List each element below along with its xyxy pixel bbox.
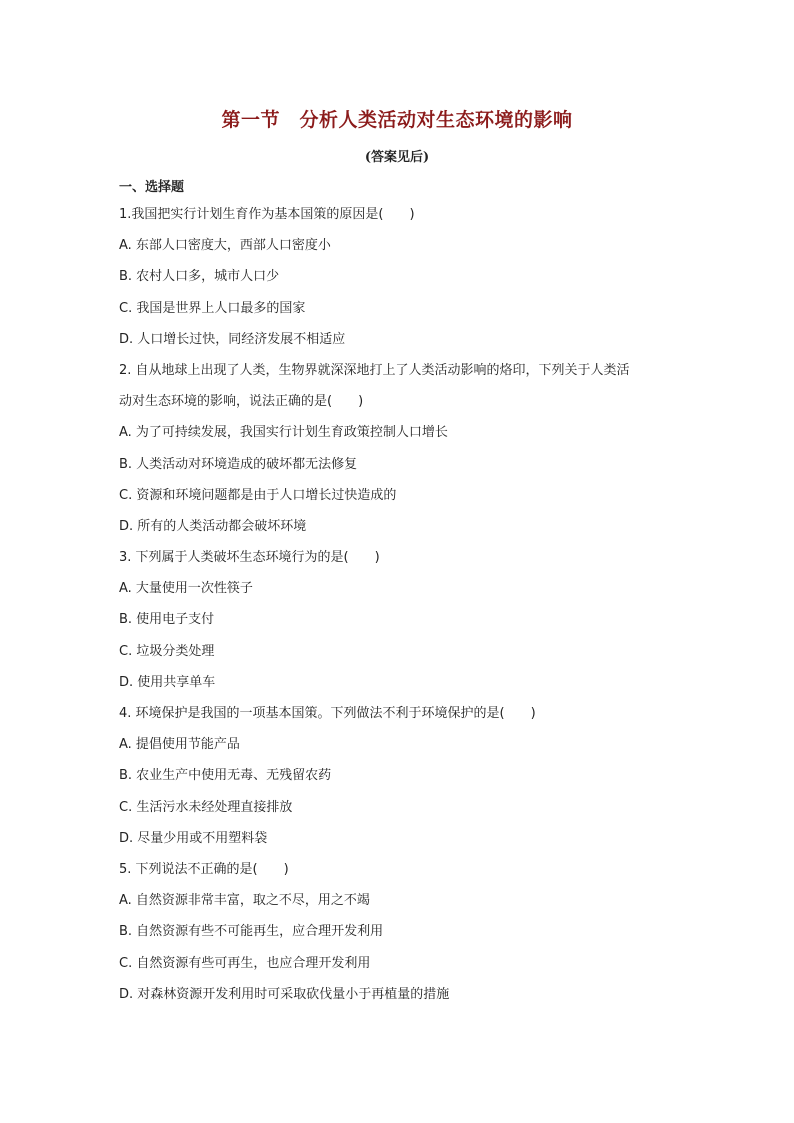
question-4 bbox=[119, 698, 699, 854]
question-stem: 4. 环境保护是我国的一项基本国策。下列做法不利于环境保护的是( ) bbox=[119, 706, 536, 721]
question-list bbox=[119, 199, 699, 1010]
answer-option: B. 人类活动对环境造成的破坏都无法修复 bbox=[119, 456, 358, 472]
answer-option: D. 人口增长过快，同经济发展不相适应 bbox=[119, 331, 346, 347]
question-5 bbox=[119, 854, 699, 1010]
answer-option: B. 使用电子支付 bbox=[119, 612, 215, 628]
answer-option: C. 资源和环境问题都是由于人口增长过快造成的 bbox=[119, 487, 397, 503]
answer-option: C. 自然资源有些可再生，也应合理开发利用 bbox=[119, 955, 371, 971]
answer-option: D. 尽量少用或不用塑料袋 bbox=[119, 830, 268, 846]
answer-option: B. 农业生产中使用无毒、无残留农药 bbox=[119, 768, 332, 784]
section-heading: 一、选择题 bbox=[119, 180, 185, 195]
question-stem: 3. 下列属于人类破坏生态环境行为的是( ) bbox=[119, 550, 380, 566]
question-stem: 2. 自从地球上出现了人类，生物界就深深地打上了人类活动影响的烙印，下列关于人类活 bbox=[119, 362, 630, 378]
question-stem: 5. 下列说法不正确的是( ) bbox=[119, 861, 289, 877]
answer-option: C. 生活污水未经处理直接排放 bbox=[119, 799, 293, 815]
answer-option: C. 垃圾分类处理 bbox=[119, 643, 215, 659]
answer-note: (答案见后) bbox=[364, 150, 430, 165]
page-title: 第一节 分析人类活动对生态环境的影响 bbox=[221, 109, 573, 131]
answer-option: B. 自然资源有些不可能再生，应合理开发利用 bbox=[119, 924, 384, 940]
answer-option: A. 东部人口密度大，西部人口密度小 bbox=[119, 238, 331, 254]
question-2 bbox=[119, 355, 699, 542]
question-1 bbox=[119, 199, 699, 355]
answer-option: D. 所有的人类活动都会破坏环境 bbox=[119, 518, 307, 534]
answer-option: B. 农村人口多，城市人口少 bbox=[119, 269, 280, 285]
answer-option: A. 自然资源非常丰富，取之不尽，用之不竭 bbox=[119, 893, 370, 909]
answer-option: C. 我国是世界上人口最多的国家 bbox=[119, 300, 306, 316]
answer-option: A. 大量使用一次性筷子 bbox=[119, 581, 253, 597]
answer-option: D. 对森林资源开发利用时可采取砍伐量小于再植量的措施 bbox=[119, 986, 450, 1002]
answer-option: D. 使用共享单车 bbox=[119, 674, 216, 690]
answer-option: A. 提倡使用节能产品 bbox=[119, 737, 240, 753]
answer-option: A. 为了可持续发展，我国实行计划生育政策控制人口增长 bbox=[119, 425, 448, 441]
question-3 bbox=[119, 542, 699, 698]
question-stem-continued: 动对生态环境的影响，说法正确的是( ) bbox=[119, 394, 364, 410]
question-stem: 1.我国把实行计划生育作为基本国策的原因是( ) bbox=[119, 207, 415, 222]
